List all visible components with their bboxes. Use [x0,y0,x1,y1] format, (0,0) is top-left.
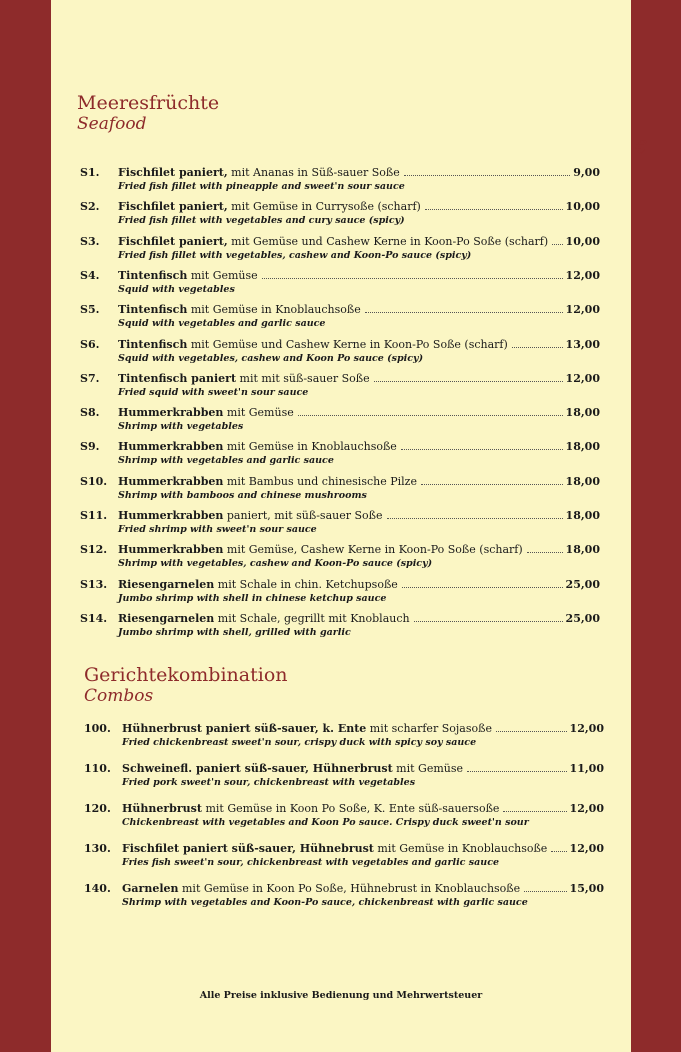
item-translation: Squid with vegetables, cashew and Koon Po sauce (spicy) [118,352,424,364]
item-description [118,269,258,283]
item-description [122,842,547,856]
item-price: 18,00 [565,509,600,522]
item-translation: Shrimp with vegetables, cashew and Koon-Po sauce (spicy) [118,558,433,570]
item-description [118,235,548,249]
item-name: Fischfilet paniert, [118,166,228,179]
item-price: 18,00 [565,440,600,454]
item-details: mit Bambus und chinesische Pilze [223,474,417,488]
seafood-title-de: Meeresfrüchte [77,92,220,114]
item-details: mit Gemüse, Cashew Kerne in Koon-Po Soße (scharf) [223,543,523,557]
item-number: 110. [84,762,111,775]
item-price: 25,00 [565,577,600,591]
item-name: Schweinefl. paniert süß-sauer, Hühnerbrust [122,762,393,775]
item-name: Hummerkrabben [118,543,224,557]
item-price: 12,00 [565,268,600,282]
item-number: 120. [84,802,111,815]
item-name: Tintenfisch paniert [118,371,237,385]
dot-leader [467,770,567,772]
item-number: 100. [84,722,111,735]
item-description [118,166,400,180]
dot-leader [512,346,563,348]
item-name: Hummerkrabben [118,440,224,454]
menu-item [80,440,600,467]
item-number: S2. [80,200,100,214]
seafood-title-en: Seafood [77,114,147,134]
item-name: Hummerkrabben [118,509,224,522]
item-details: mit Gemüse in Knoblauchsoße [223,440,397,454]
item-number: S6. [80,337,100,351]
menu-item [80,200,600,227]
item-details: mit Schale in chin. Ketchupsoße [214,577,398,591]
item-name: Hühnerbrust paniert süß-sauer, k. Ente [122,722,367,735]
item-name: Tintenfisch [118,303,188,317]
item-translation: Jumbo shrimp with shell, grilled with garlic [118,626,351,638]
dot-leader [503,810,566,812]
item-number: S4. [80,268,100,282]
item-name: Hummerkrabben [118,406,224,420]
item-name: Riesengarnelen [118,611,215,625]
menu-item [80,269,600,296]
combos-heading [84,666,288,705]
item-translation: Fried pork sweet'n sour, chickenbreast with vegetables [122,777,416,788]
item-price: 9,00 [573,166,600,179]
item-description [118,338,508,352]
item-details: mit Gemüse und Cashew Kerne in Koon-Po Soße (scharf) [227,234,549,248]
item-translation: Squid with vegetables and garlic sauce [118,318,326,330]
item-translation: Shrimp with vegetables and Koon-Po sauce, chickenbreast with garlic sauce [122,897,528,908]
menu-item [80,338,600,365]
dot-leader [524,890,566,892]
item-details: mit Schale, gegrillt mit Knoblauch [214,611,410,625]
item-translation: Fried fish fillet with vegetables and cury sauce (spicy) [118,215,405,227]
dot-leader [421,483,563,485]
seafood-heading [77,94,219,133]
item-details: mit Ananas in Süß-sauer Soße [227,166,400,179]
item-number: S8. [80,406,100,420]
item-name: Garnelen [122,882,179,895]
item-price: 13,00 [565,337,600,351]
item-details: mit Gemüse [392,762,464,775]
dot-leader [425,208,563,210]
item-price: 18,00 [565,474,600,488]
item-translation: Fried shrimp with sweet'n sour sauce [118,524,317,535]
item-translation: Shrimp with vegetables [118,421,244,433]
item-number: S7. [80,371,100,385]
item-description [118,372,370,386]
item-name: Fischfilet paniert, [118,200,228,214]
dot-leader [298,414,563,416]
item-details: mit Gemüse in Knoblauchsoße [373,842,548,855]
item-description [122,802,499,816]
item-details: mit Gemüse [187,268,258,282]
dot-leader [527,551,563,553]
item-details: mit Gemüse [223,406,294,420]
menu-item [80,235,600,262]
dot-leader [374,380,563,382]
item-price: 15,00 [569,882,604,895]
item-details: mit scharfer Sojasoße [366,722,492,735]
item-name: Tintenfisch [118,268,188,282]
item-number: S13. [80,577,108,591]
item-number: S9. [80,440,100,454]
item-translation: Shrimp with vegetables and garlic sauce [118,455,334,467]
item-translation: Fries fish sweet'n sour, chickenbreast with vegetables and garlic sauce [122,857,500,868]
menu-item [80,612,600,639]
item-number: S1. [80,166,100,179]
item-description [122,762,463,776]
item-name: Hühnerbrust [122,802,202,815]
item-translation: Fried fish fillet with vegetables, cashew and Koon-Po sauce (spicy) [118,249,472,261]
item-details: mit Gemüse in Knoblauchsoße [187,303,361,317]
dot-leader [414,620,563,622]
dot-leader [404,174,570,176]
item-details: mit Gemüse in Koon Po Soße, Hühnebrust in Knoblauchsoße [178,882,521,895]
item-description [122,882,520,896]
item-price: 25,00 [565,611,600,625]
item-translation: Fried squid with sweet'n sour sauce [118,386,309,398]
menu-item [84,722,604,749]
item-number: S11. [80,509,108,522]
item-description [118,543,523,557]
item-details: mit Gemüse und Cashew Kerne in Koon-Po Soße (scharf) [187,337,508,351]
item-number: S5. [80,303,100,317]
item-description [118,303,361,317]
menu-item [80,509,600,536]
item-description [118,578,398,592]
item-name: Fischfilet paniert, [118,234,228,248]
item-description [122,722,492,736]
dot-leader [496,730,567,732]
item-price: 12,00 [565,371,600,385]
dot-leader [551,850,566,852]
item-details: mit mit süß-sauer Soße [236,371,370,385]
menu-item [80,475,600,502]
item-number: S10. [80,474,108,488]
item-name: Hummerkrabben [118,474,224,488]
item-translation: Fried fish fillet with pineapple and sweet'n sour sauce [118,181,405,192]
item-number: 130. [84,842,111,855]
item-details: mit Gemüse in Currysoße (scharf) [227,200,421,214]
menu-item [80,543,600,570]
dot-leader [365,311,563,313]
item-price: 10,00 [565,200,600,214]
item-number: S3. [80,234,100,248]
menu-item [84,802,604,829]
dot-leader [262,277,563,279]
item-translation: Chickenbreast with vegetables and Koon Po sauce. Crispy duck sweet'n sour [122,817,529,828]
item-name: Riesengarnelen [118,577,215,591]
item-price: 12,00 [569,722,604,735]
currency-symbol: € [635,137,647,158]
item-translation: Jumbo shrimp with shell in chinese ketchup sauce [118,592,387,604]
menu-item [80,372,600,399]
item-description [118,440,397,454]
dot-leader [552,243,562,245]
menu-item [84,762,604,789]
item-description [118,475,417,489]
menu-item [80,578,600,605]
item-price: 10,00 [565,234,600,248]
item-price: 18,00 [565,543,600,557]
item-number: S12. [80,543,108,557]
item-price: 12,00 [565,303,600,317]
item-description [118,200,421,214]
combos-title-en: Combos [84,686,154,706]
item-name: Fischfilet paniert süß-sauer, Hühnebrust [122,842,374,855]
item-details: mit Gemüse in Koon Po Soße, K. Ente süß-sauersoße [201,802,500,815]
dot-leader [401,448,563,450]
item-number: 140. [84,882,111,895]
item-price: 18,00 [565,406,600,420]
menu-item [84,882,604,909]
menu-item [80,166,600,193]
item-description [118,509,383,523]
item-price: 12,00 [569,842,604,855]
item-translation: Fried chickenbreast sweet'n sour, crispy duck with spicy soy sauce [122,737,477,748]
item-number: S14. [80,611,108,625]
menu-item [80,303,600,330]
item-name: Tintenfisch [118,337,188,351]
dot-leader [387,517,563,519]
menu-item [80,406,600,433]
menu-item [84,842,604,869]
item-description [118,406,294,420]
item-price: 11,00 [569,762,604,775]
item-description [118,612,410,626]
item-translation: Shrimp with bamboos and chinese mushrooms [118,489,367,501]
combos-title-de: Gerichtekombination [84,664,288,686]
item-details: paniert, mit süß-sauer Soße [223,509,383,522]
dot-leader [402,586,563,588]
item-translation: Squid with vegetables [118,283,235,295]
footer-note: Alle Preise inklusive Bedienung und Mehrwertsteuer [199,990,483,1001]
item-price: 12,00 [569,802,604,815]
